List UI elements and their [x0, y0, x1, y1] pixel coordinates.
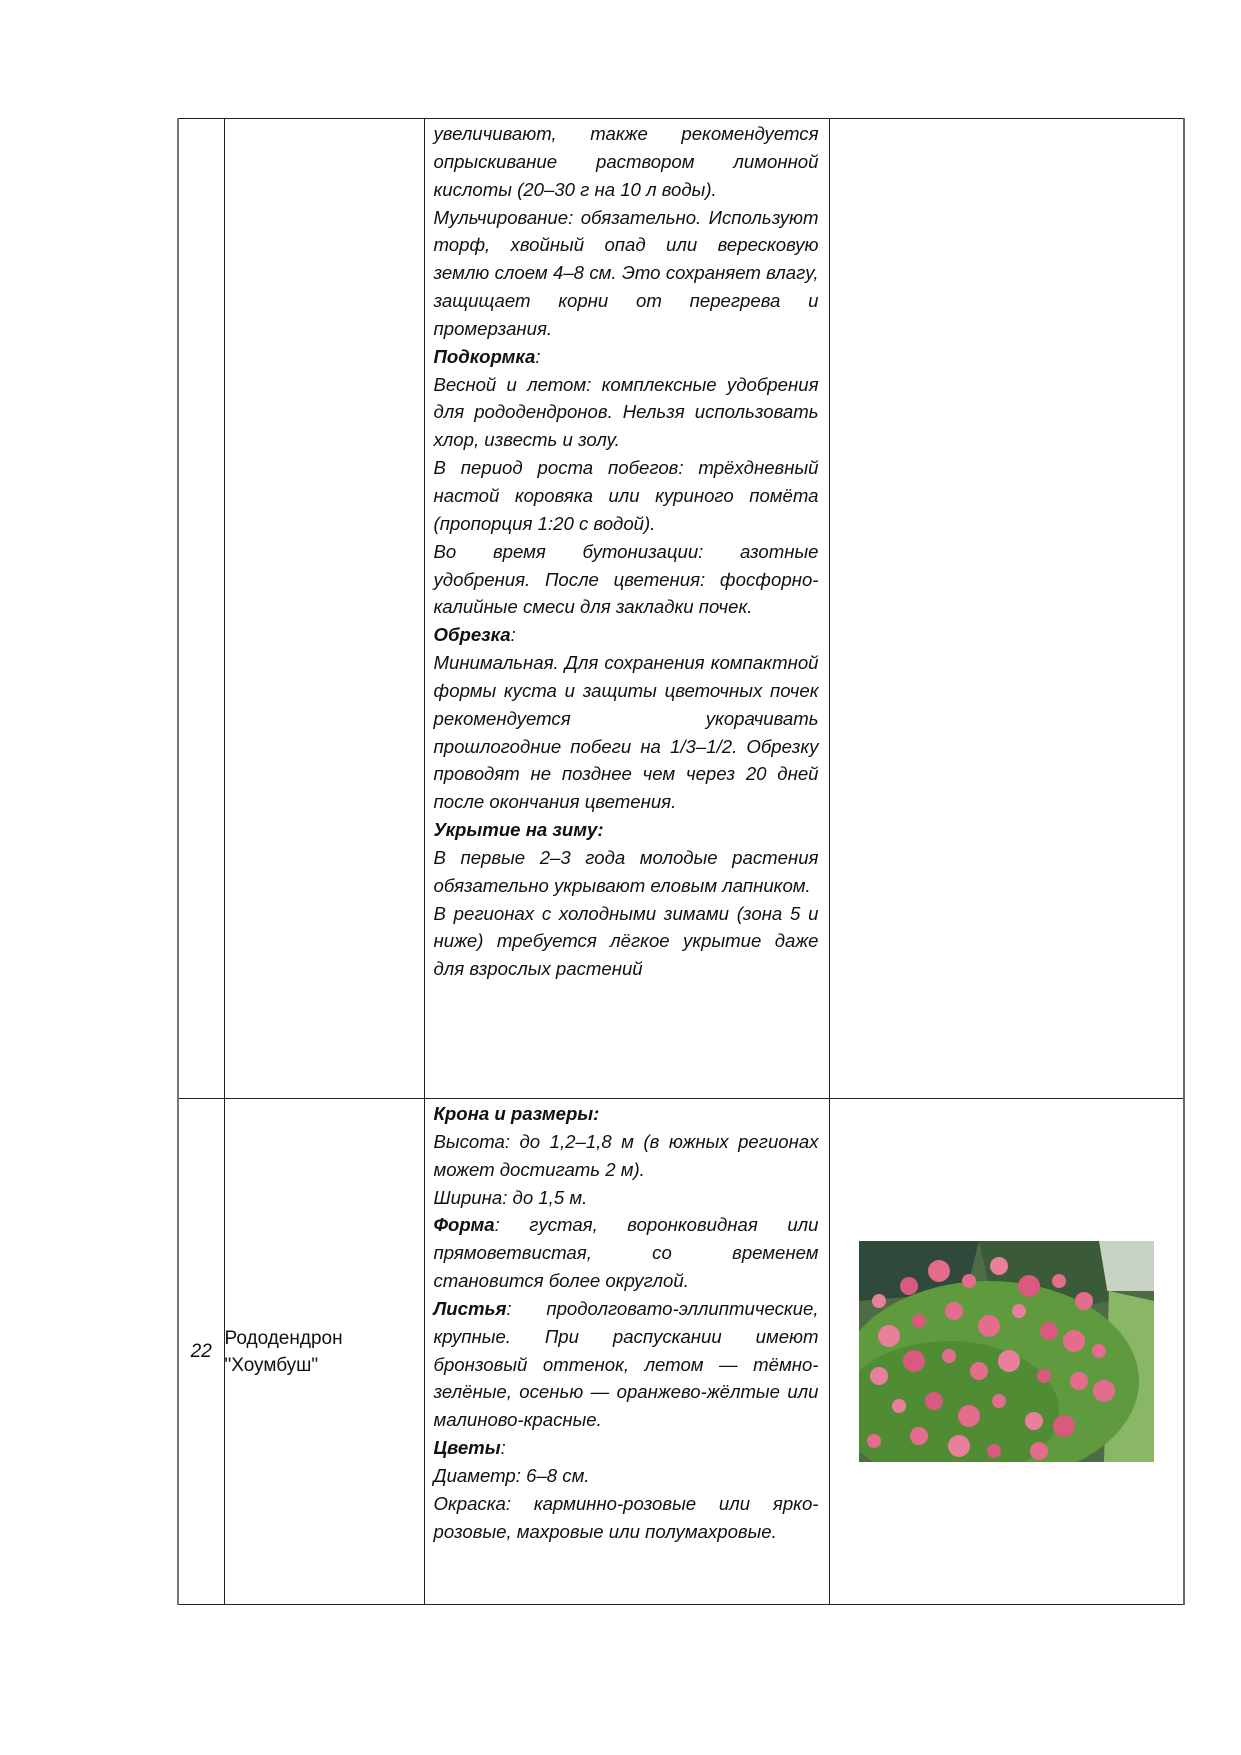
flower-bloom: [870, 1367, 888, 1385]
section-heading: Крона и размеры:: [433, 1103, 600, 1124]
flower-bloom: [912, 1314, 926, 1328]
flower-bloom: [878, 1325, 900, 1347]
flower-bloom: [1075, 1292, 1093, 1310]
paragraph-text: Ширина: до 1,5 м.: [433, 1186, 588, 1208]
paragraph-text: Минимальная. Для сохранения компактной формы куста и защиты цветочных почек рекомендуется укорачивать прошлогодние побеги на 1/3–1/2. Обрезку проводят не позднее чем через 20 дней после окончания цветения.: [433, 652, 819, 813]
paragraph-text: Во время бутонизации: азотные удобрения. После цветения: фосфорно-калийные смеси для закладки почек.: [433, 540, 819, 618]
flower-bloom: [1037, 1369, 1051, 1383]
description-paragraph: [434, 900, 819, 984]
flower-bloom: [1018, 1275, 1040, 1297]
flower-bloom: [1030, 1442, 1048, 1460]
paragraph-text: :: [535, 345, 541, 367]
flower-bloom: [1053, 1415, 1075, 1437]
flower-bloom: [1070, 1372, 1088, 1390]
paragraph-text: Диаметр: 6–8 см.: [433, 1464, 590, 1486]
flowering-shrub-image: [859, 1241, 1154, 1462]
section-heading: Укрытие на зиму:: [433, 819, 604, 841]
description-paragraph: [434, 343, 819, 371]
section-heading: Форма: [433, 1214, 495, 1236]
description-paragraph: [434, 1434, 819, 1462]
description-paragraph: [434, 538, 819, 622]
description-paragraph: [434, 649, 819, 816]
description-paragraph: [434, 454, 819, 538]
description-paragraph: [434, 621, 819, 649]
paragraph-text: Весной и летом: комплексные удобрения для рододендронов. Нельзя использовать хлор, известь и золу.: [433, 373, 819, 451]
flower-bloom: [900, 1277, 918, 1295]
description-cell: [424, 1099, 829, 1605]
row-number: [178, 119, 224, 1099]
paragraph-text: : густая, воронковидная или прямоветвистая, со временем становится более округлой.: [433, 1214, 819, 1292]
paragraph-text: :: [510, 624, 516, 646]
description-cell: [424, 119, 829, 1099]
description-paragraph: [434, 204, 819, 343]
flower-bloom: [892, 1399, 906, 1413]
flower-bloom: [987, 1444, 1001, 1458]
description-text: [425, 119, 829, 983]
photo-cell: [829, 1099, 1184, 1605]
description-text: [425, 1099, 829, 1546]
description-paragraph: [434, 1462, 819, 1490]
photo-cell: [829, 119, 1184, 1099]
description-paragraph: [434, 816, 819, 844]
description-paragraph: [434, 1211, 819, 1295]
description-paragraph: [434, 120, 819, 204]
flower-bloom: [958, 1405, 980, 1427]
paragraph-text: : продолговато-эллиптические, крупные. При распускании имеют бронзовый оттенок, летом — тёмно-зелёные, осенью — оранжево-жёлтые или малиново-красные.: [433, 1297, 819, 1431]
paragraph-text: Высота: до 1,2–1,8 м (в южных регионах может достигать 2 м).: [433, 1130, 819, 1180]
plants-table: [177, 118, 1185, 1605]
section-heading: Обрезка: [433, 624, 511, 646]
row-number: 22: [178, 1099, 224, 1605]
flower-bloom: [910, 1427, 928, 1445]
paragraph-text: :: [500, 1437, 506, 1459]
paragraph-text: В первые 2–3 года молодые растения обязательно укрывают еловым лапником.: [433, 846, 819, 896]
flower-bloom: [990, 1257, 1008, 1275]
plant-name: [224, 1099, 424, 1605]
flower-bloom: [1092, 1344, 1106, 1358]
flower-bloom: [928, 1260, 950, 1282]
plant-name-line2: "Хоумбуш": [224, 1354, 319, 1376]
flower-bloom: [962, 1274, 976, 1288]
flower-bloom: [1040, 1322, 1058, 1340]
flower-bloom: [998, 1350, 1020, 1372]
flower-bloom: [1063, 1330, 1085, 1352]
flower-bloom: [1093, 1380, 1115, 1402]
flower-bloom: [992, 1394, 1006, 1408]
flower-bloom: [1052, 1274, 1066, 1288]
table-row: [178, 1099, 1184, 1605]
paragraph-text: Окраска: карминно-розовые или ярко-розовые, махровые или полумахровые.: [433, 1492, 819, 1542]
section-heading: Листья: [433, 1297, 507, 1319]
flower-bloom: [903, 1350, 925, 1372]
flower-bloom: [970, 1362, 988, 1380]
section-heading: Подкормка: [433, 345, 536, 367]
description-paragraph: [434, 1128, 819, 1184]
description-paragraph: [434, 844, 819, 900]
description-paragraph: [434, 1295, 819, 1434]
plant-name-line1: Рододендрон: [224, 1327, 343, 1349]
paragraph-text: Мульчирование: обязательно. Используют торф, хвойный опад или вересковую землю слоем 4–8 см. Это сохраняет влагу, защищает корни от перегрева и промерзания.: [433, 206, 819, 339]
flower-bloom: [945, 1302, 963, 1320]
flower-bloom: [867, 1434, 881, 1448]
section-heading: Цветы: [433, 1437, 501, 1459]
flower-bloom: [1025, 1412, 1043, 1430]
description-paragraph: [434, 1100, 819, 1128]
paragraph-text: В период роста побегов: трёхдневный настой коровяка или куриного помёта (пропорция 1:20 с водой).: [433, 457, 819, 534]
rhododendron-photo: [859, 1241, 1154, 1462]
paragraph-text: В регионах с холодными зимами (зона 5 и ниже) требуется лёгкое укрытие даже для взрослых растений: [433, 902, 819, 980]
flower-bloom: [978, 1315, 1000, 1337]
flower-bloom: [1012, 1304, 1026, 1318]
flower-bloom: [942, 1349, 956, 1363]
plant-name: [224, 119, 424, 1099]
flower-bloom: [948, 1435, 970, 1457]
flower-bloom: [872, 1294, 886, 1308]
description-paragraph: [434, 371, 819, 455]
paragraph-text: увеличивают, также рекомендуется опрыскивание раствором лимонной кислоты (20–30 г на 10 л воды).: [433, 123, 819, 200]
flower-bloom: [925, 1392, 943, 1410]
description-paragraph: [434, 1490, 819, 1546]
table-row: [178, 119, 1184, 1099]
description-paragraph: [434, 1184, 819, 1212]
